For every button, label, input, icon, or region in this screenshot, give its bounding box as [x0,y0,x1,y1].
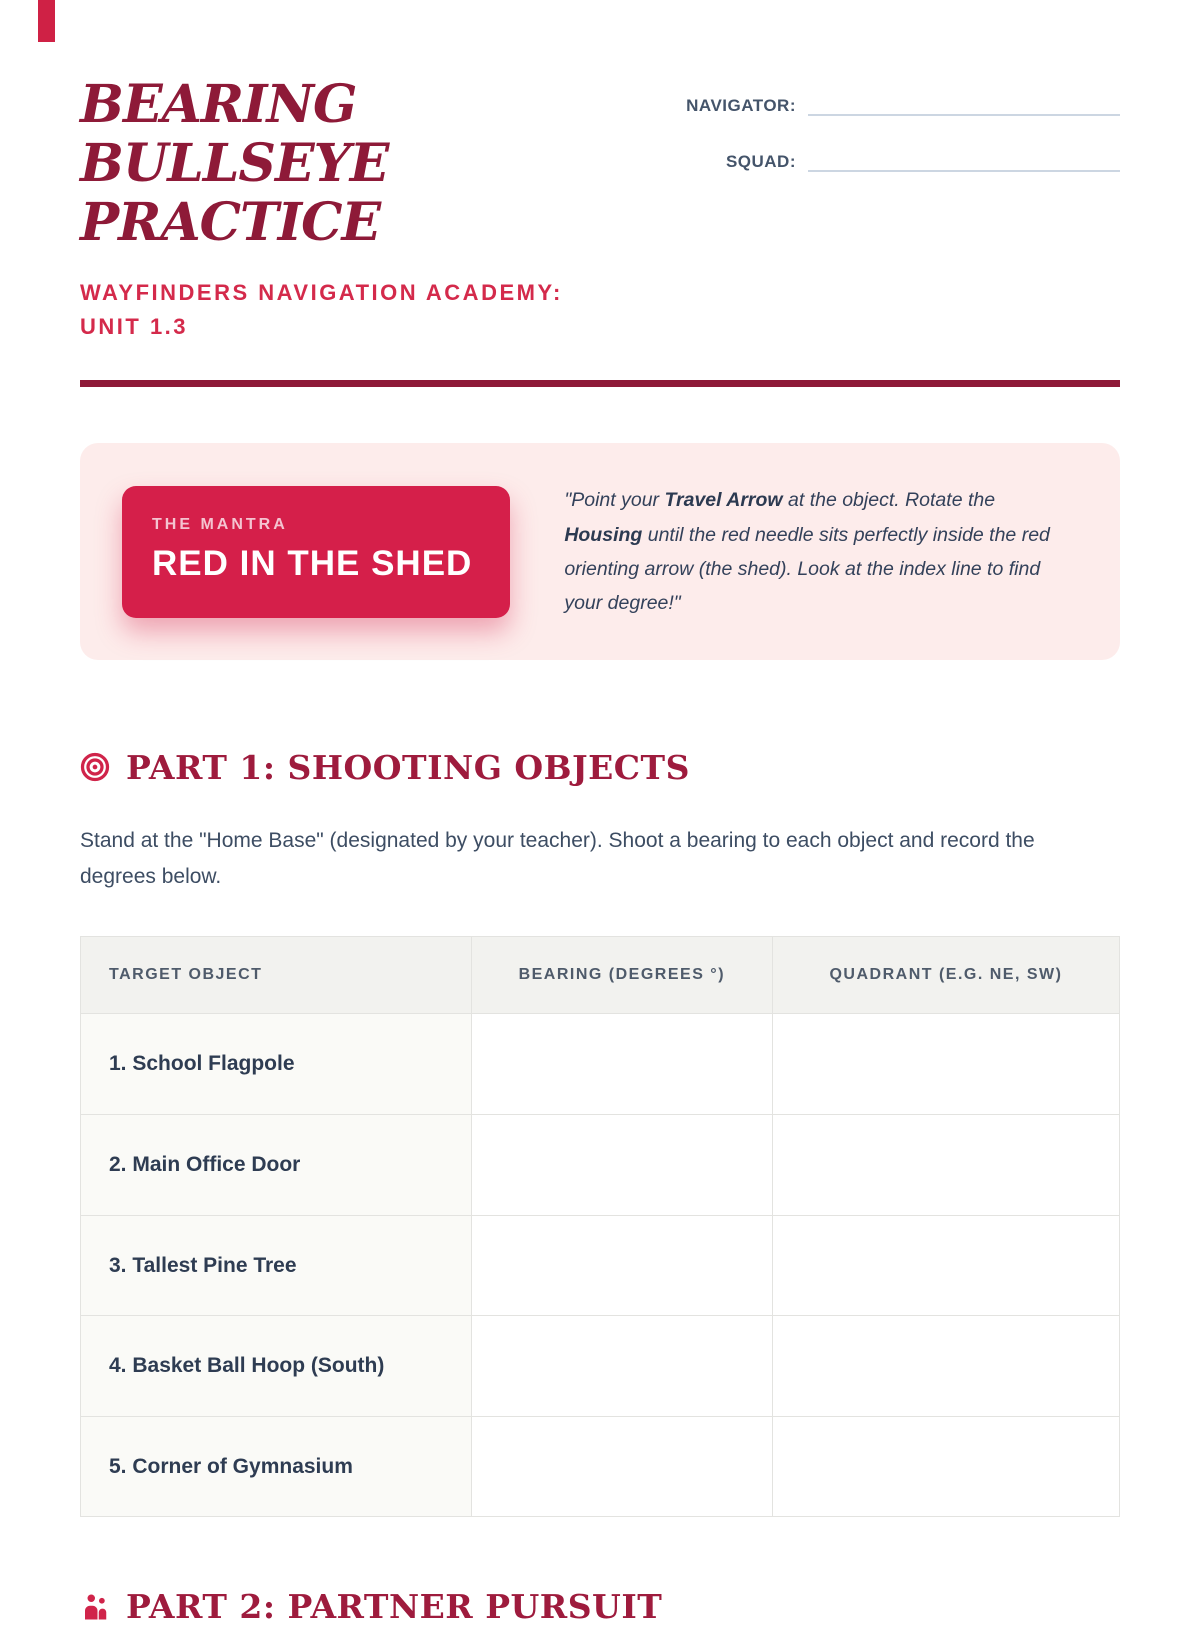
subtitle-line-2: UNIT 1.3 [80,314,189,340]
mantra-card [122,486,510,618]
title-line-1: BEARING BULLSEYE [80,74,389,194]
target-cell: 3. Tallest Pine Tree [81,1215,472,1316]
mantra-title: RED IN THE SHED [152,543,473,583]
bearing-input-cell[interactable] [471,1316,772,1417]
squad-input-line[interactable] [808,146,1120,172]
quote-part-3: until the red needle sits perfectly inside the red orienting arrow (the shed). Look at the index line to find your degree!" [564,523,1050,614]
title-line-2: PRACTICE [80,191,381,253]
part1-title: PART 1: SHOOTING OBJECTS [126,747,690,787]
bearing-input-cell[interactable] [471,1114,772,1215]
col-header-bearing: BEARING (DEGREES °) [471,937,772,1014]
bearing-input-cell[interactable] [471,1416,772,1517]
target-cell: 2. Main Office Door [81,1114,472,1215]
quadrant-input-cell[interactable] [772,1014,1119,1115]
mantra-kicker: THE MANTRA [152,515,288,533]
col-header-quadrant: QUADRANT (E.G. NE, SW) [772,937,1119,1014]
part2-heading [80,1587,1120,1626]
quadrant-input-cell[interactable] [772,1416,1119,1517]
page-title [80,76,680,252]
quadrant-input-cell[interactable] [772,1215,1119,1316]
quote-bold-travel-arrow: Travel Arrow [664,489,783,512]
quote-part-2: at the object. Rotate the [782,489,996,512]
table-row [81,1014,1120,1115]
navigator-label: NAVIGATOR: [686,96,796,115]
bearing-input-cell[interactable] [471,1014,772,1115]
navigator-input-line[interactable] [808,90,1120,116]
table-row [81,1114,1120,1215]
table-row [81,1316,1120,1417]
quadrant-input-cell[interactable] [772,1114,1119,1215]
subtitle-line-1: WAYFINDERS NAVIGATION ACADEMY: [80,280,563,306]
header-divider [80,380,1120,387]
mantra-panel [80,443,1120,660]
squad-label: SQUAD: [725,152,796,171]
bearing-input-cell[interactable] [471,1215,772,1316]
col-header-target: TARGET OBJECT [81,937,472,1014]
table-row [81,1215,1120,1316]
quote-bold-housing: Housing [564,523,643,546]
subtitle [80,276,680,344]
name-fields [680,76,1120,344]
target-cell: 1. School Flagpole [81,1014,472,1115]
navigator-field [680,90,1120,116]
squad-field [680,146,1120,172]
quote-part-1: "Point your [564,489,665,512]
corner-accent-bar [38,0,55,42]
table-header-row [81,937,1120,1014]
part1-intro: Stand at the "Home Base" (designated by your teacher). Shoot a bearing to each object and record the degrees below. [80,828,1035,888]
table-row [81,1416,1120,1517]
target-cell: 4. Basket Ball Hoop (South) [81,1316,472,1417]
quadrant-input-cell[interactable] [772,1316,1119,1417]
partners-icon [80,1592,110,1622]
part2-title: PART 2: PARTNER PURSUIT [126,1587,663,1626]
part1-heading [80,748,1120,787]
target-cell: 5. Corner of Gymnasium [81,1416,472,1517]
bearing-table [80,936,1120,1517]
header [80,0,1120,344]
mantra-quote [564,483,1078,620]
title-block [80,76,680,344]
bullseye-icon [80,752,110,782]
